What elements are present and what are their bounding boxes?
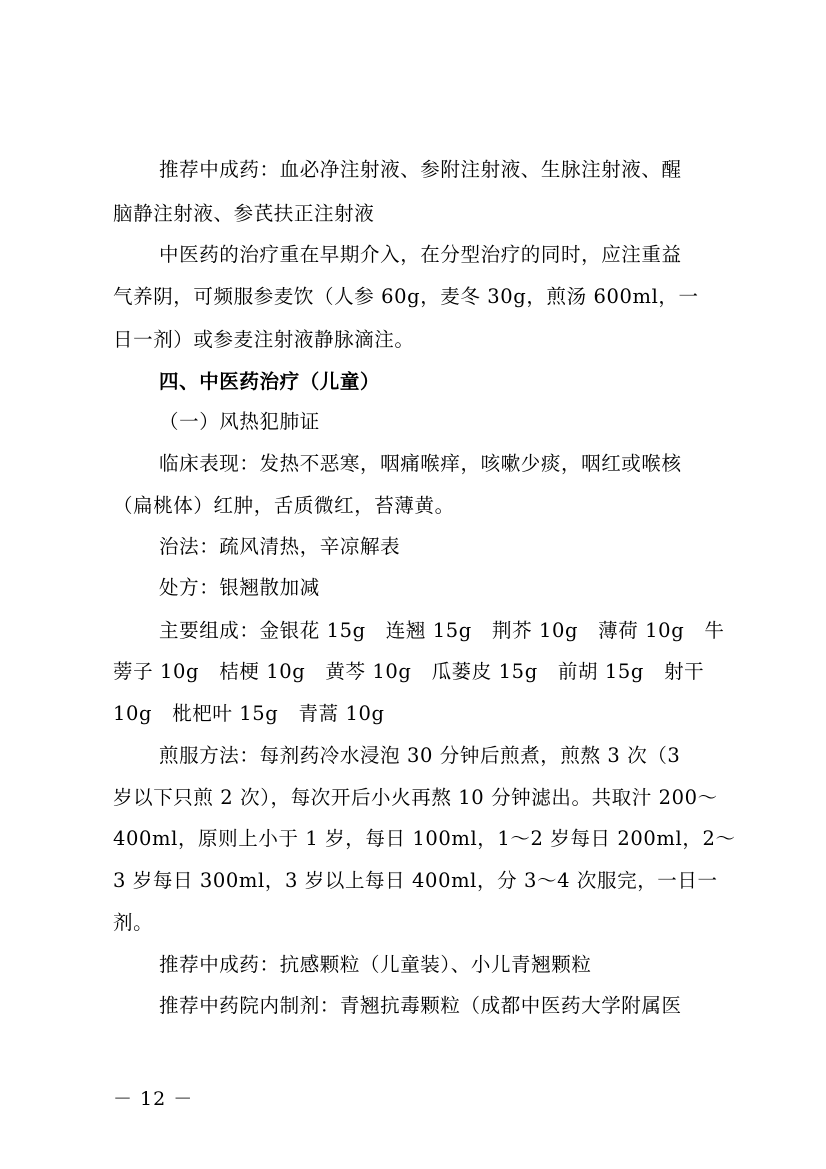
text-line: 日一剂）或参麦注射液静脉滴注。 [113, 328, 415, 351]
text-line: 推荐中药院内制剂：青翘抗毒颗粒（成都中医药大学附属医 [159, 994, 682, 1017]
text-line: 气养阴，可频服参麦饮（人参 60g，麦冬 30g，煎汤 600ml，一 [113, 285, 699, 308]
text-line: 剂。 [113, 911, 154, 934]
text-line: 临床表现：发热不恶寒，咽痛喉痒，咳嗽少痰，咽红或喉核 [159, 452, 682, 475]
section-heading: 四、中医药治疗（儿童） [159, 370, 381, 393]
text-line: 蒡子 10g 桔梗 10g 黄芩 10g 瓜蒌皮 15g 前胡 15g 射干 [113, 660, 705, 683]
text-line: 主要组成：金银花 15g 连翘 15g 荆芥 10g 薄荷 10g 牛 [159, 619, 725, 642]
subsection-heading: （一）风热犯肺证 [159, 410, 320, 433]
text-line: 治法：疏风清热，辛凉解表 [159, 535, 401, 558]
text-line: 中医药的治疗重在早期介入，在分型治疗的同时，应注重益 [159, 243, 682, 266]
text-line: 处方：银翘散加减 [159, 576, 320, 599]
text-line: 煎服方法：每剂药冷水浸泡 30 分钟后煎煮，煎熬 3 次（3 [159, 744, 681, 767]
text-line: 岁以下只煎 2 次），每次开后小火再熬 10 分钟滤出。共取汁 200～ [113, 786, 718, 809]
text-line: 400ml，原则上小于 1 岁，每日 100ml，1～2 岁每日 200ml，2～ [113, 827, 736, 850]
text-line: 10g 枇杷叶 15g 青蒿 10g [113, 702, 385, 725]
text-line: 脑静注射液、参芪扶正注射液 [113, 202, 375, 225]
text-line: 推荐中成药：抗感颗粒（儿童装）、小儿青翘颗粒 [159, 953, 592, 976]
page-number: － 12 － [113, 1088, 194, 1110]
text-line: （扁桃体）红肿，舌质微红，苔薄黄。 [113, 494, 455, 517]
text-line: 推荐中成药：血必净注射液、参附注射液、生脉注射液、醒 [159, 158, 682, 181]
text-line: 3 岁每日 300ml，3 岁以上每日 400ml，分 3～4 次服完，一日一 [113, 869, 718, 892]
